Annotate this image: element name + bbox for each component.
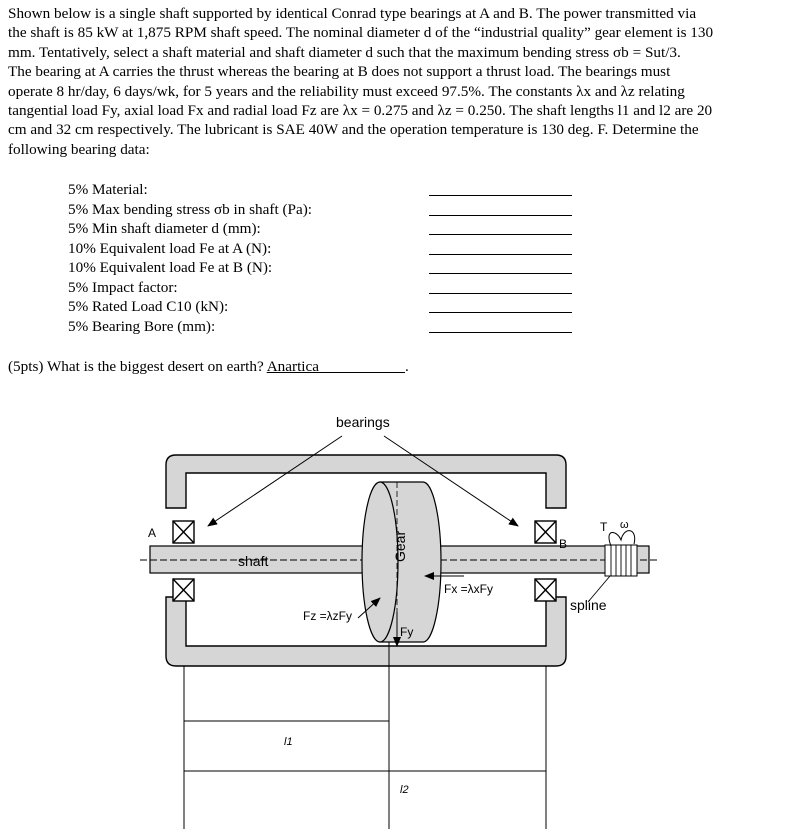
bearing-a-top: [173, 521, 194, 543]
torque-label: T: [600, 520, 608, 534]
l1-label: l1: [284, 736, 293, 748]
item-label: 5% Rated Load C10 (kN):: [68, 298, 229, 315]
problem-line: following bearing data:: [8, 140, 150, 158]
answer-blank[interactable]: [429, 254, 572, 255]
question-answer[interactable]: Anartica: [266, 358, 319, 375]
label-a: A: [148, 526, 157, 540]
item-min-shaft-diameter: [68, 219, 588, 239]
problem-line: mm. Tentatively, select a shaft material and shaft diameter d such that the maximum bending stress σb = Sut/3.: [8, 43, 681, 61]
shaft-label: shaft: [238, 553, 269, 569]
problem-line: tangential load Fy, axial load Fx and radial load Fz are λx = 0.275 and λz = 0.250. The shaft lengths l1 and l2 are 20: [8, 102, 713, 120]
answer-blank[interactable]: [429, 234, 572, 235]
bearing-a-bottom: [173, 579, 194, 601]
desert-question: [8, 357, 409, 377]
item-label: 5% Impact factor:: [68, 278, 178, 296]
fy-label: Fy: [400, 625, 414, 639]
item-equivalent-load-b: [68, 258, 588, 278]
bearing-arrow-a: [208, 436, 342, 526]
shaft-diagram: [0, 400, 804, 829]
item-bearing-bore: [68, 317, 588, 337]
bearing-b-top: [535, 521, 556, 543]
item-label: 5% Min shaft diameter d (mm):: [68, 220, 261, 237]
item-label: 5% Bearing Bore (mm):: [68, 317, 216, 335]
problem-line: cm and 32 cm respectively. The lubricant is SAE 40W and the operation temperature is 130 deg. F. Determine the: [8, 121, 699, 139]
problem-line: The bearing at A carries the thrust whereas the bearing at B does not support a thrust load. The bearings must: [8, 63, 671, 81]
label-b: B: [559, 537, 568, 551]
answer-blank[interactable]: [429, 195, 572, 196]
question-end: .: [404, 358, 409, 375]
answer-blank[interactable]: [429, 215, 572, 216]
item-material: [68, 180, 588, 200]
omega-label: ω: [620, 519, 629, 531]
housing: [166, 455, 566, 508]
question-text: (5pts) What is the biggest desert on earth?: [8, 358, 264, 375]
spline-label: spline: [570, 597, 607, 613]
spline: [605, 545, 637, 576]
bearing-b-bottom: [535, 579, 556, 601]
item-label: 5% Max bending stress σb in shaft (Pa):: [68, 200, 312, 218]
item-label: 5% Material:: [68, 181, 148, 198]
problem-statement: [8, 4, 794, 159]
bearing-data-list: [68, 180, 588, 336]
answer-blank[interactable]: [429, 273, 572, 274]
answer-blank[interactable]: [429, 293, 572, 294]
item-max-bending-stress: [68, 200, 588, 220]
gear-label: Gear: [392, 530, 408, 562]
item-equivalent-load-a: [68, 239, 588, 259]
problem-line: the shaft is 85 kW at 1,875 RPM shaft speed. The nominal diameter d of the “industrial quality” gear element is 130: [8, 24, 714, 42]
item-impact-factor: [68, 278, 588, 298]
l2-label: l2: [400, 784, 409, 796]
item-label: 10% Equivalent load Fe at B (N):: [68, 259, 273, 276]
item-rated-load: [68, 297, 588, 317]
answer-blank[interactable]: [429, 312, 572, 313]
problem-line: operate 8 hr/day, 6 days/wk, for 5 years and the reliability must exceed 97.5%. The constants λx and λz relating: [8, 82, 685, 100]
answer-blank[interactable]: [429, 332, 572, 333]
bearings-label: bearings: [336, 414, 390, 430]
answer-underline: [319, 372, 405, 373]
torque-arrow: [609, 531, 635, 546]
fx-label: Fx =λxFy: [444, 582, 494, 596]
fz-label: Fz =λzFy: [303, 609, 353, 623]
item-label: 10% Equivalent load Fe at A (N):: [68, 239, 272, 257]
problem-line: Shown below is a single shaft supported by identical Conrad type bearings at A and B. The power transmitted via: [8, 5, 697, 22]
